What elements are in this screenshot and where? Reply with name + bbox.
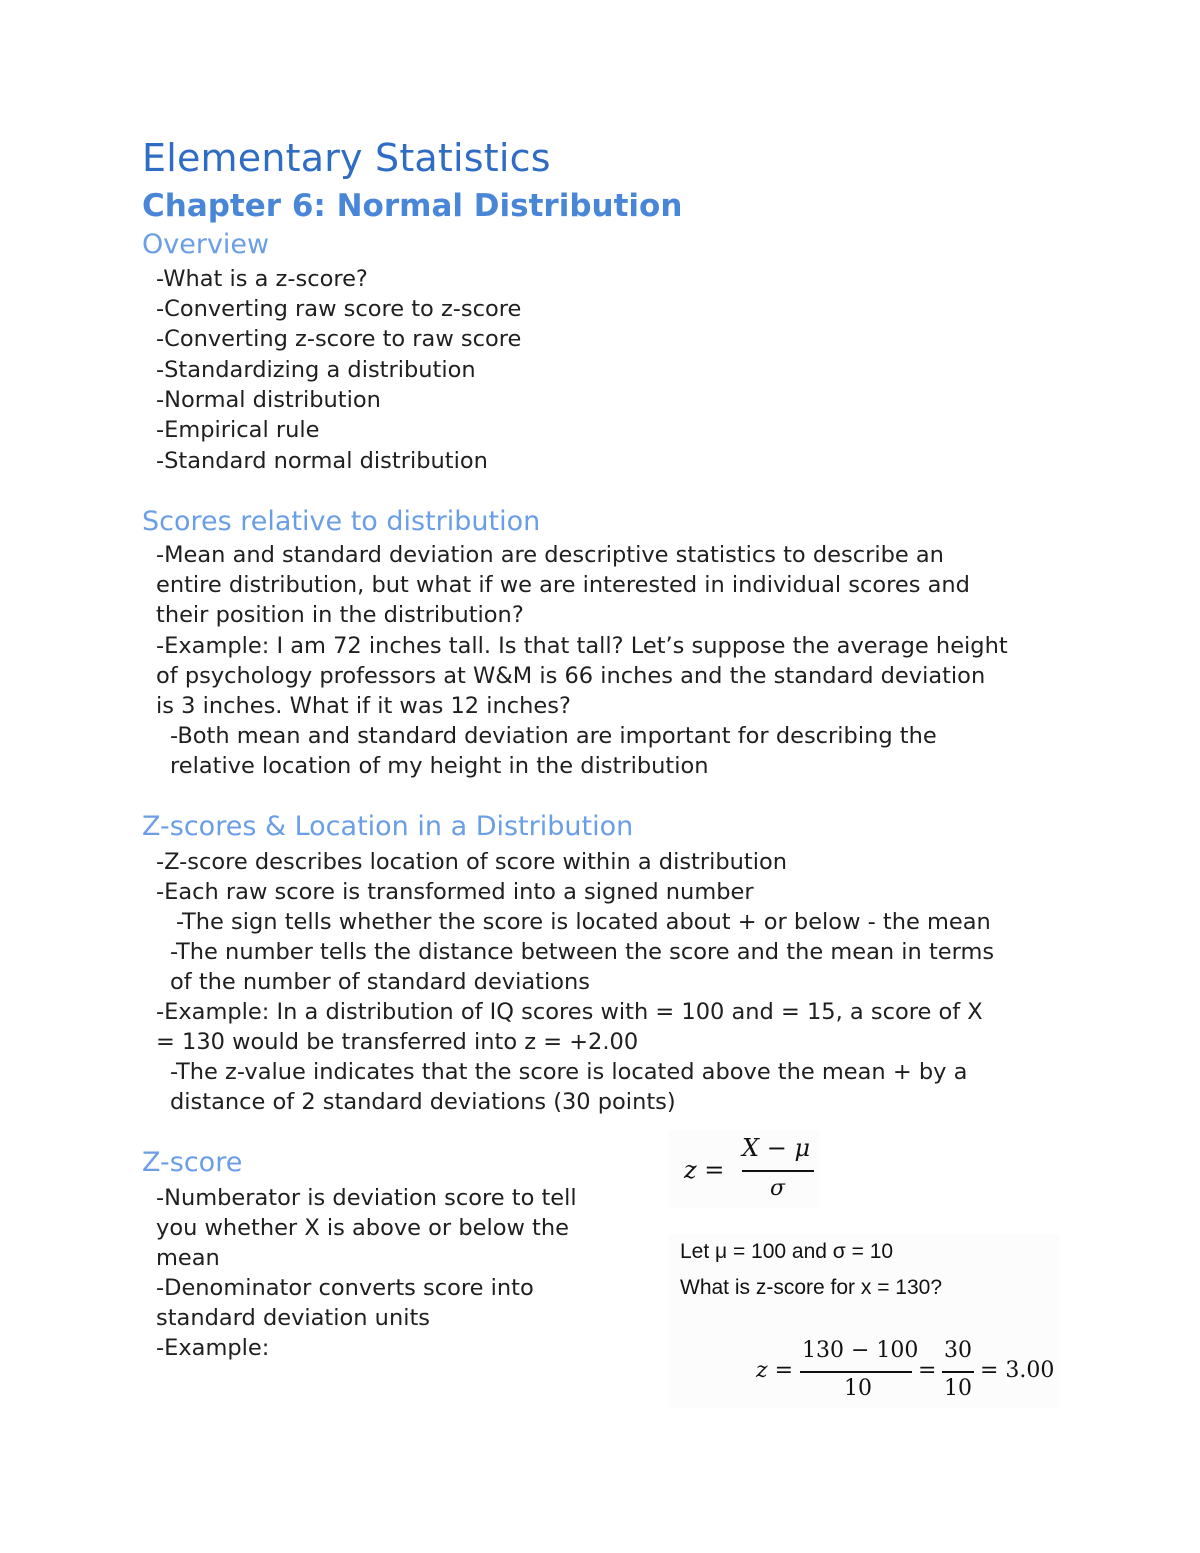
list-item: -Converting z-score to raw score [156, 326, 522, 352]
example-image [668, 1234, 1060, 1408]
paragraph-line: = 130 would be transferred into z = +2.00 [156, 1029, 639, 1055]
document-title: Elementary Statistics [142, 136, 551, 180]
paragraph-line: -The z-value indicates that the score is located above the mean + by a [170, 1059, 968, 1085]
example-denominator-2: 10 [944, 1376, 972, 1401]
list-item: -Empirical rule [156, 417, 320, 443]
list-item: -Converting raw score to z-score [156, 296, 522, 322]
paragraph-line: is 3 inches. What if it was 12 inches? [156, 693, 571, 719]
example-numerator-2: 30 [944, 1338, 972, 1363]
formula-denominator: σ [770, 1176, 786, 1201]
fraction-bar [742, 1170, 814, 1172]
paragraph-line: -Example: [156, 1335, 270, 1361]
paragraph-line: -Z-score describes location of score within a distribution [156, 849, 788, 875]
list-item: -Standard normal distribution [156, 448, 488, 474]
paragraph-line: distance of 2 standard deviations (30 points) [170, 1089, 676, 1115]
paragraph-line: -The sign tells whether the score is located about + or below - the mean [176, 909, 991, 935]
paragraph-line: -Numberator is deviation score to tell [156, 1185, 577, 1211]
paragraph-line: their position in the distribution? [156, 602, 524, 628]
example-question: What is z-score for x = 130? [680, 1276, 943, 1299]
paragraph-line: -Each raw score is transformed into a signed number [156, 879, 754, 905]
paragraph-line: -Denominator converts score into [156, 1275, 534, 1301]
paragraph-line: -Mean and standard deviation are descriptive statistics to describe an [156, 542, 944, 568]
paragraph-line: -The number tells the distance between the score and the mean in terms [170, 939, 995, 965]
fraction-bar [942, 1371, 974, 1373]
zscores-location-heading: Z-scores & Location in a Distribution [142, 811, 634, 842]
paragraph-line: of psychology professors at W&M is 66 inches and the standard deviation [156, 663, 986, 689]
example-result: = 3.00 [980, 1358, 1055, 1383]
list-item: -Normal distribution [156, 387, 381, 413]
chapter-subtitle: Chapter 6: Normal Distribution [142, 188, 683, 224]
paragraph-line: -Example: I am 72 inches tall. Is that tall? Let’s suppose the average height [156, 633, 1008, 659]
example-equals: = [918, 1358, 937, 1383]
paragraph-line: standard deviation units [156, 1305, 430, 1331]
paragraph-line: -Both mean and standard deviation are important for describing the [170, 723, 937, 749]
paragraph-line: entire distribution, but what if we are interested in individual scores and [156, 572, 970, 598]
example-given: Let μ = 100 and σ = 10 [680, 1240, 894, 1263]
example-lhs: z = [756, 1358, 794, 1383]
scores-relative-heading: Scores relative to distribution [142, 506, 541, 537]
paragraph-line: -Example: In a distribution of IQ scores with = 100 and = 15, a score of X [156, 999, 983, 1025]
paragraph-line: you whether X is above or below the [156, 1215, 569, 1241]
paragraph-line: of the number of standard deviations [170, 969, 590, 995]
formula-numerator: X − μ [742, 1134, 811, 1162]
paragraph-line: relative location of my height in the distribution [170, 753, 709, 779]
example-numerator-1: 130 − 100 [802, 1338, 919, 1363]
formula-lhs: z = [684, 1156, 725, 1184]
zscore-heading: Z-score [142, 1147, 243, 1178]
list-item: -What is a z-score? [156, 266, 368, 292]
paragraph-line: mean [156, 1245, 220, 1271]
fraction-bar [800, 1371, 912, 1373]
list-item: -Standardizing a distribution [156, 357, 476, 383]
overview-heading: Overview [142, 229, 270, 260]
zscore-formula-image [668, 1130, 820, 1208]
example-denominator-1: 10 [844, 1376, 872, 1401]
